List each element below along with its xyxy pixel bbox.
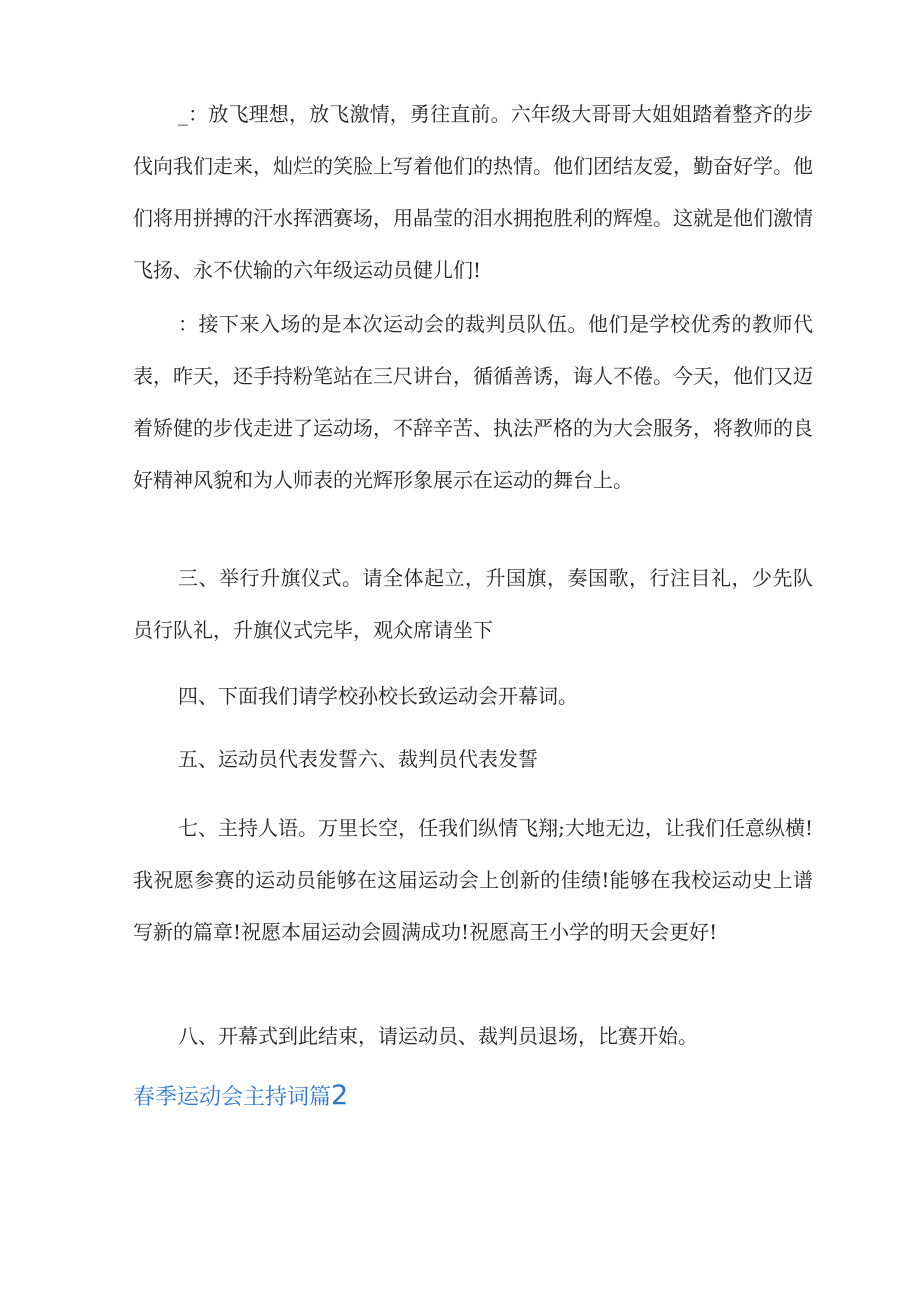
section-heading — [133, 1074, 348, 1120]
paragraph-oaths: 五、运动员代表发誓六、裁判员代表发誓 — [178, 747, 538, 771]
paragraph-closing: 八、开幕式到此结束，请运动员、裁判员退场，比赛开始。 — [178, 1024, 698, 1048]
section-heading-text: 春季运动会主持词篇 — [133, 1085, 332, 1110]
paragraph-principal-speech: 四、下面我们请学校孙校长致运动会开幕词。 — [178, 684, 578, 708]
paragraph-host-remarks: 七、主持人语。万里长空，任我们纵情飞翔;大地无边，让我们任意纵横!我祝愿参赛的运动员能够在这届运动会上创新的佳绩!能够在我校运动史上谱写新的篇章!祝愿本届运动会圆满成功!祝愿高王小学的明天会更好! — [133, 816, 813, 944]
paragraph-referee-team: ：接下来入场的是本次运动会的裁判员队伍。他们是学校优秀的教师代表，昨天，还手持粉笔站在三尺讲台，循循善诱，诲人不倦。今天，他们又迈着矫健的步伐走进了运动场，不辞辛苦、执法严格的为大会服务，将教师的良好精神风貌和为人师表的光辉形象展示在运动的舞台上。 — [133, 312, 813, 492]
paragraph-flag-ceremony: 三、举行升旗仪式。请全体起立，升国旗，奏国歌，行注目礼，少先队员行队礼，升旗仪式完毕，观众席请坐下 — [133, 566, 813, 642]
paragraph-grade-six-athletes: _：放飞理想，放飞激情，勇往直前。六年级大哥哥大姐姐踏着整齐的步伐向我们走来，灿烂的笑脸上写着他们的热情。他们团结友爱，勤奋好学。他们将用拼搏的汗水挥洒赛场，用晶莹的泪水拥抱胜利的辉煌。这就是他们激情飞扬、永不伏输的六年级运动员健儿们! — [133, 102, 813, 282]
section-heading-number: 2 — [331, 1080, 349, 1111]
